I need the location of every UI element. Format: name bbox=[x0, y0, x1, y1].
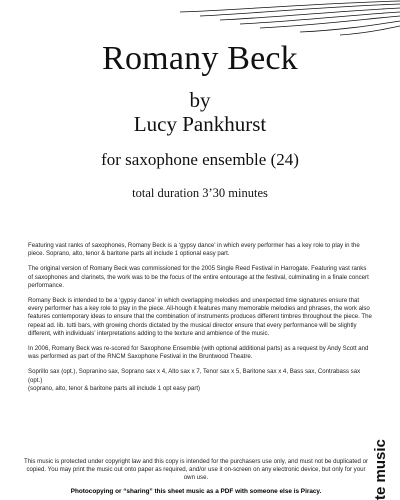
instrumentation-note: (soprano, alto, tenor & baritone parts all include 1 opt easy part) bbox=[28, 384, 201, 392]
description-paragraph: In 2006, Romany Beck was re-scored for Saxophone Ensemble (with optional additional parts) as a request by Andy Scott and was performed as part of the RNCM Saxophone Festival in the Bruntwood Theatre. bbox=[28, 345, 369, 361]
by-label: by bbox=[189, 88, 211, 112]
description-body bbox=[28, 242, 372, 400]
description-paragraph: Featuring vast ranks of saxophones, Romany Beck is a ‘gypsy dance’ in which every performer has a key role to play in the piece. Soprano, alto, tenor & baritone parts all include 1 optional easy part. bbox=[28, 242, 360, 258]
wave-lines-decoration bbox=[180, 0, 400, 40]
description-paragraph: Romany Beck is intended to be a ‘gypsy dance’ in which overlapping melodies and unexpected time signatures ensure that every performer has a key role to play in the piece. All-hough it features many memorable melodies and phrases, the work also features contemporary ideas to ensure that the combination of instruments produces different timbres throughout the piece. The repeat ad. lib. tutti bars, with growing chords dictated by the musical director ensure that every performance will be slightly different, with individuals’ interpretations adding to the texture and ambience of the music. bbox=[28, 297, 372, 337]
brand-text: te music bbox=[372, 439, 389, 500]
duration-text: total duration 3’30 minutes bbox=[132, 186, 268, 200]
ensemble-subtitle: for saxophone ensemble (24) bbox=[101, 150, 299, 169]
description-paragraph: The original version of Romany Beck was commissioned for the 2005 Single Reed Festival in Harrogate. Featuring vast ranks of saxophones and clarinets, the work was to be the focus of the entire entourage at the festival, culminating in a finale concert performance. bbox=[28, 265, 369, 289]
copyright-notice: This music is protected under copyright law and this copy is intended for the purchasers use only, and must not be duplicated or copied. You may print the music out onto paper as required, and/or use it on-screen on any electronic device, but only for your own use. bbox=[23, 458, 369, 482]
piracy-warning: Photocopying or “sharing” this sheet music as a PDF with someone else is Piracy. bbox=[70, 488, 322, 495]
page-title: Romany Beck bbox=[102, 40, 298, 77]
brand-vertical-text bbox=[369, 392, 400, 500]
composer-name: Lucy Pankhurst bbox=[133, 112, 267, 136]
instrumentation-list: Soprillo sax (opt.), Sopranino sax, Soprano sax x 4, Alto sax x 7, Tenor sax x 5, Baritone sax x 4, Bass sax, Contrabass sax (opt.) bbox=[28, 368, 361, 384]
